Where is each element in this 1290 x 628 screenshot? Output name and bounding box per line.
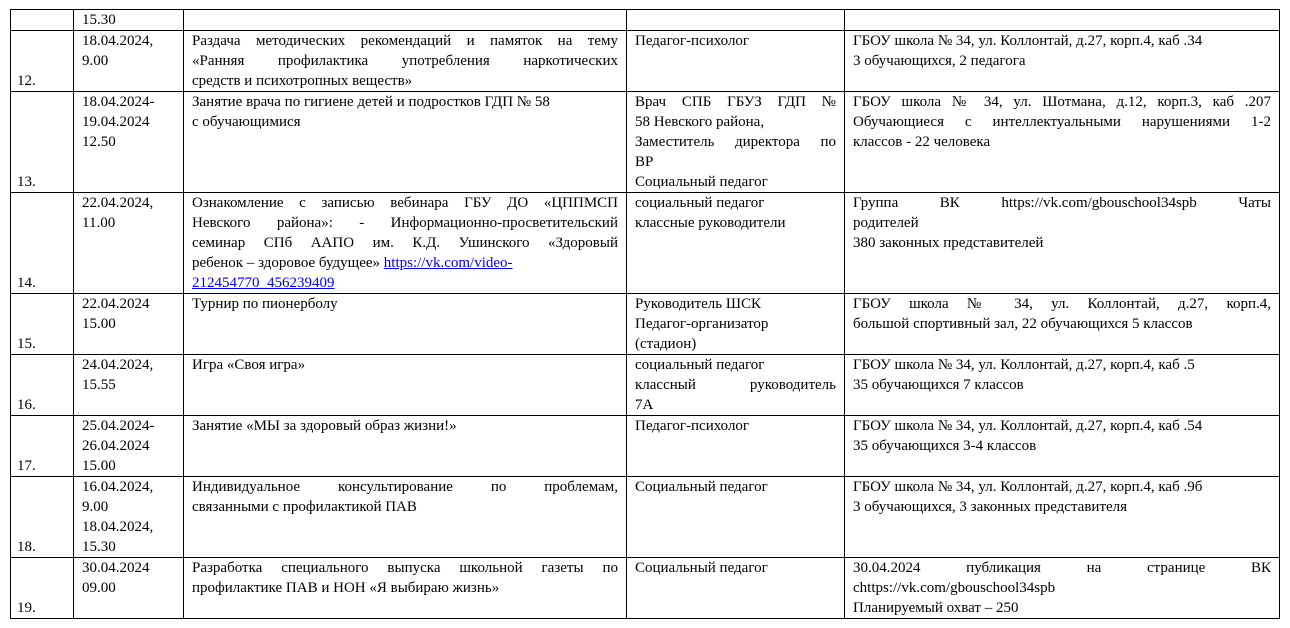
date-line: 30.04.2024: [82, 560, 150, 576]
responsible-cell: [627, 355, 845, 416]
event-line: «Ранняя профилактика употребления наркотических: [192, 53, 618, 69]
table-row: [11, 477, 1280, 558]
responsible-cell: [627, 92, 845, 193]
date-line: 15.00: [82, 458, 116, 474]
event-line: Раздача методических рекомендаций и памяток на тему: [192, 33, 618, 49]
date-line: 09.00: [82, 580, 116, 596]
table-row: [11, 355, 1280, 416]
place-line: 35 обучающихся 3-4 классов: [853, 438, 1037, 454]
place-line: ГБОУ школа № 34, ул. Шотмана, д.12, корп.3, каб .207: [853, 94, 1271, 110]
row-number-cell: 15.: [11, 294, 74, 355]
date-line: 15.00: [82, 316, 116, 332]
date-line: 16.04.2024,: [82, 479, 154, 495]
place-line: большой спортивный зал, 22 обучающихся 5 классов: [853, 316, 1193, 332]
date-line: 24.04.2024,: [82, 357, 154, 373]
place-line: 30.04.2024 публикация на странице ВК: [853, 560, 1271, 576]
responsible-line: 58 Невского района,: [635, 114, 765, 130]
row-number-cell: 18.: [11, 477, 74, 558]
event-line: Занятие «МЫ за здоровый образ жизни!»: [192, 418, 457, 434]
row-number-cell: 12.: [11, 31, 74, 92]
event-cell: [184, 477, 627, 558]
event-line: профилактике ПАВ и НОН «Я выбираю жизнь»: [192, 580, 500, 596]
responsible-line: Педагог-организатор: [635, 316, 769, 332]
date-cell: [74, 416, 184, 477]
place-line: ГБОУ школа № 34, ул. Коллонтай, д.27, корп.4, каб .54: [853, 418, 1203, 434]
responsible-line: Педагог-психолог: [635, 33, 750, 49]
place-line: 35 обучающихся 7 классов: [853, 377, 1024, 393]
date-line: 19.04.2024: [82, 114, 150, 130]
event-cell: [184, 355, 627, 416]
date-line: 12.50: [82, 134, 116, 150]
date-line: 15.55: [82, 377, 116, 393]
date-line: 22.04.2024: [82, 296, 150, 312]
date-line: 18.04.2024,: [82, 33, 154, 49]
event-line: [192, 253, 618, 273]
place-line: ГБОУ школа № 34, ул. Коллонтай, д.27, корп.4, каб .34: [853, 33, 1203, 49]
date-cell: [74, 10, 184, 31]
row-number-cell: 16.: [11, 355, 74, 416]
table-row: [11, 294, 1280, 355]
event-line: семинар СПб ААПО им. К.Д. Ушинского «Здоровый: [192, 235, 618, 251]
date-cell: [74, 31, 184, 92]
date-cell: [74, 294, 184, 355]
event-line: Занятие врача по гигиене детей и подростков ГДП № 58: [192, 94, 550, 110]
place-cell: [845, 355, 1280, 416]
responsible-cell: [627, 558, 845, 619]
event-text: ребенок – здоровое будущее»: [192, 255, 381, 271]
responsible-cell: [627, 477, 845, 558]
place-line: Планируемый охват – 250: [853, 600, 1019, 616]
place-cell: [845, 558, 1280, 619]
date-line: 26.04.2024: [82, 438, 150, 454]
place-line: ГБОУ школа № 34, ул. Коллонтай, д.27, корп.4, каб .9б: [853, 479, 1203, 495]
place-line: Обучающиеся с интеллектуальными нарушениями 1-2: [853, 114, 1271, 130]
table-row: [11, 416, 1280, 477]
place-cell: [845, 31, 1280, 92]
date-line: 9.00: [82, 53, 109, 69]
place-cell: [845, 416, 1280, 477]
place-line: классов - 22 человека: [853, 134, 991, 150]
responsible-line: классный руководитель: [635, 377, 836, 393]
responsible-cell: [627, 193, 845, 294]
event-line: Ознакомление с записью вебинара ГБУ ДО «ЦППМСП: [192, 195, 618, 211]
responsible-line: Заместитель директора по: [635, 134, 836, 150]
date-cell: [74, 477, 184, 558]
table-row: [11, 31, 1280, 92]
event-line: Невского района»: - Информационно-просветительский: [192, 215, 618, 231]
place-line: 3 обучающихся, 2 педагога: [853, 53, 1026, 69]
table-row: [11, 558, 1280, 619]
row-number-cell: 14.: [11, 193, 74, 294]
event-cell: [184, 558, 627, 619]
place-line: chttps://vk.com/gbouschool34spb: [853, 580, 1056, 596]
date-line: 15.30: [82, 539, 116, 555]
row-number-cell: 17.: [11, 416, 74, 477]
date-line: 11.00: [82, 215, 116, 231]
table-row: [11, 193, 1280, 294]
place-line: 380 законных представителей: [853, 235, 1044, 251]
date-line: 22.04.2024,: [82, 195, 154, 211]
responsible-line: Социальный педагог: [635, 174, 768, 190]
place-line: родителей: [853, 215, 919, 231]
place-cell: [845, 294, 1280, 355]
event-cell: [184, 416, 627, 477]
row-number-cell: 19.: [11, 558, 74, 619]
responsible-line: Педагог-психолог: [635, 418, 750, 434]
event-line: связанными с профилактикой ПАВ: [192, 499, 417, 515]
responsible-line: классные руководители: [635, 215, 786, 231]
responsible-line: социальный педагог: [635, 357, 765, 373]
place-line: Группа ВК https://vk.com/gbouschool34spb Чаты: [853, 195, 1271, 211]
responsible-line: Руководитель ШСК: [635, 296, 762, 312]
date-line: 18.04.2024-: [82, 94, 155, 110]
event-cell: [184, 31, 627, 92]
date-line: 18.04.2024,: [82, 519, 154, 535]
event-cell: [184, 10, 627, 31]
responsible-line: (стадион): [635, 336, 697, 352]
responsible-cell: [627, 294, 845, 355]
place-cell: [845, 193, 1280, 294]
place-cell: [845, 10, 1280, 31]
table-row: [11, 92, 1280, 193]
date-cell: [74, 558, 184, 619]
row-number-cell: 13.: [11, 92, 74, 193]
responsible-cell: [627, 10, 845, 31]
responsible-cell: [627, 31, 845, 92]
responsible-line: ВР: [635, 154, 654, 170]
date-line: 9.00: [82, 499, 109, 515]
place-cell: [845, 92, 1280, 193]
responsible-line: социальный педагог: [635, 195, 765, 211]
event-cell: [184, 193, 627, 294]
events-table: [10, 9, 1280, 619]
date-cell: [74, 355, 184, 416]
responsible-cell: [627, 416, 845, 477]
event-line: Игра «Своя игра»: [192, 357, 306, 373]
responsible-line: Врач СПБ ГБУЗ ГДП №: [635, 94, 836, 110]
event-line: [192, 273, 618, 293]
date-cell: [74, 92, 184, 193]
responsible-line: Социальный педагог: [635, 560, 768, 576]
video-link[interactable]: https://vk.com/video-: [383, 255, 513, 271]
row-number-cell: [11, 10, 74, 31]
place-line: ГБОУ школа № 34, ул. Коллонтай, д.27, корп.4,: [853, 296, 1271, 312]
event-line: Турнир по пионерболу: [192, 296, 338, 312]
event-line: Разработка специального выпуска школьной газеты по: [192, 560, 618, 576]
video-link-continued[interactable]: 212454770_456239409: [192, 275, 335, 291]
date-cell: [74, 193, 184, 294]
responsible-line: Социальный педагог: [635, 479, 768, 495]
event-line: Индивидуальное консультирование по проблемам,: [192, 479, 618, 495]
event-cell: [184, 92, 627, 193]
table-row: [11, 10, 1280, 31]
date-line: 15.30: [82, 12, 116, 28]
place-line: ГБОУ школа № 34, ул. Коллонтай, д.27, корп.4, каб .5: [853, 357, 1195, 373]
event-line: с обучающимися: [192, 114, 301, 130]
place-cell: [845, 477, 1280, 558]
date-line: 25.04.2024-: [82, 418, 155, 434]
responsible-line: 7А: [635, 397, 654, 413]
place-line: 3 обучающихся, 3 законных представителя: [853, 499, 1128, 515]
event-line: средств и психотропных веществ»: [192, 73, 413, 89]
event-cell: [184, 294, 627, 355]
